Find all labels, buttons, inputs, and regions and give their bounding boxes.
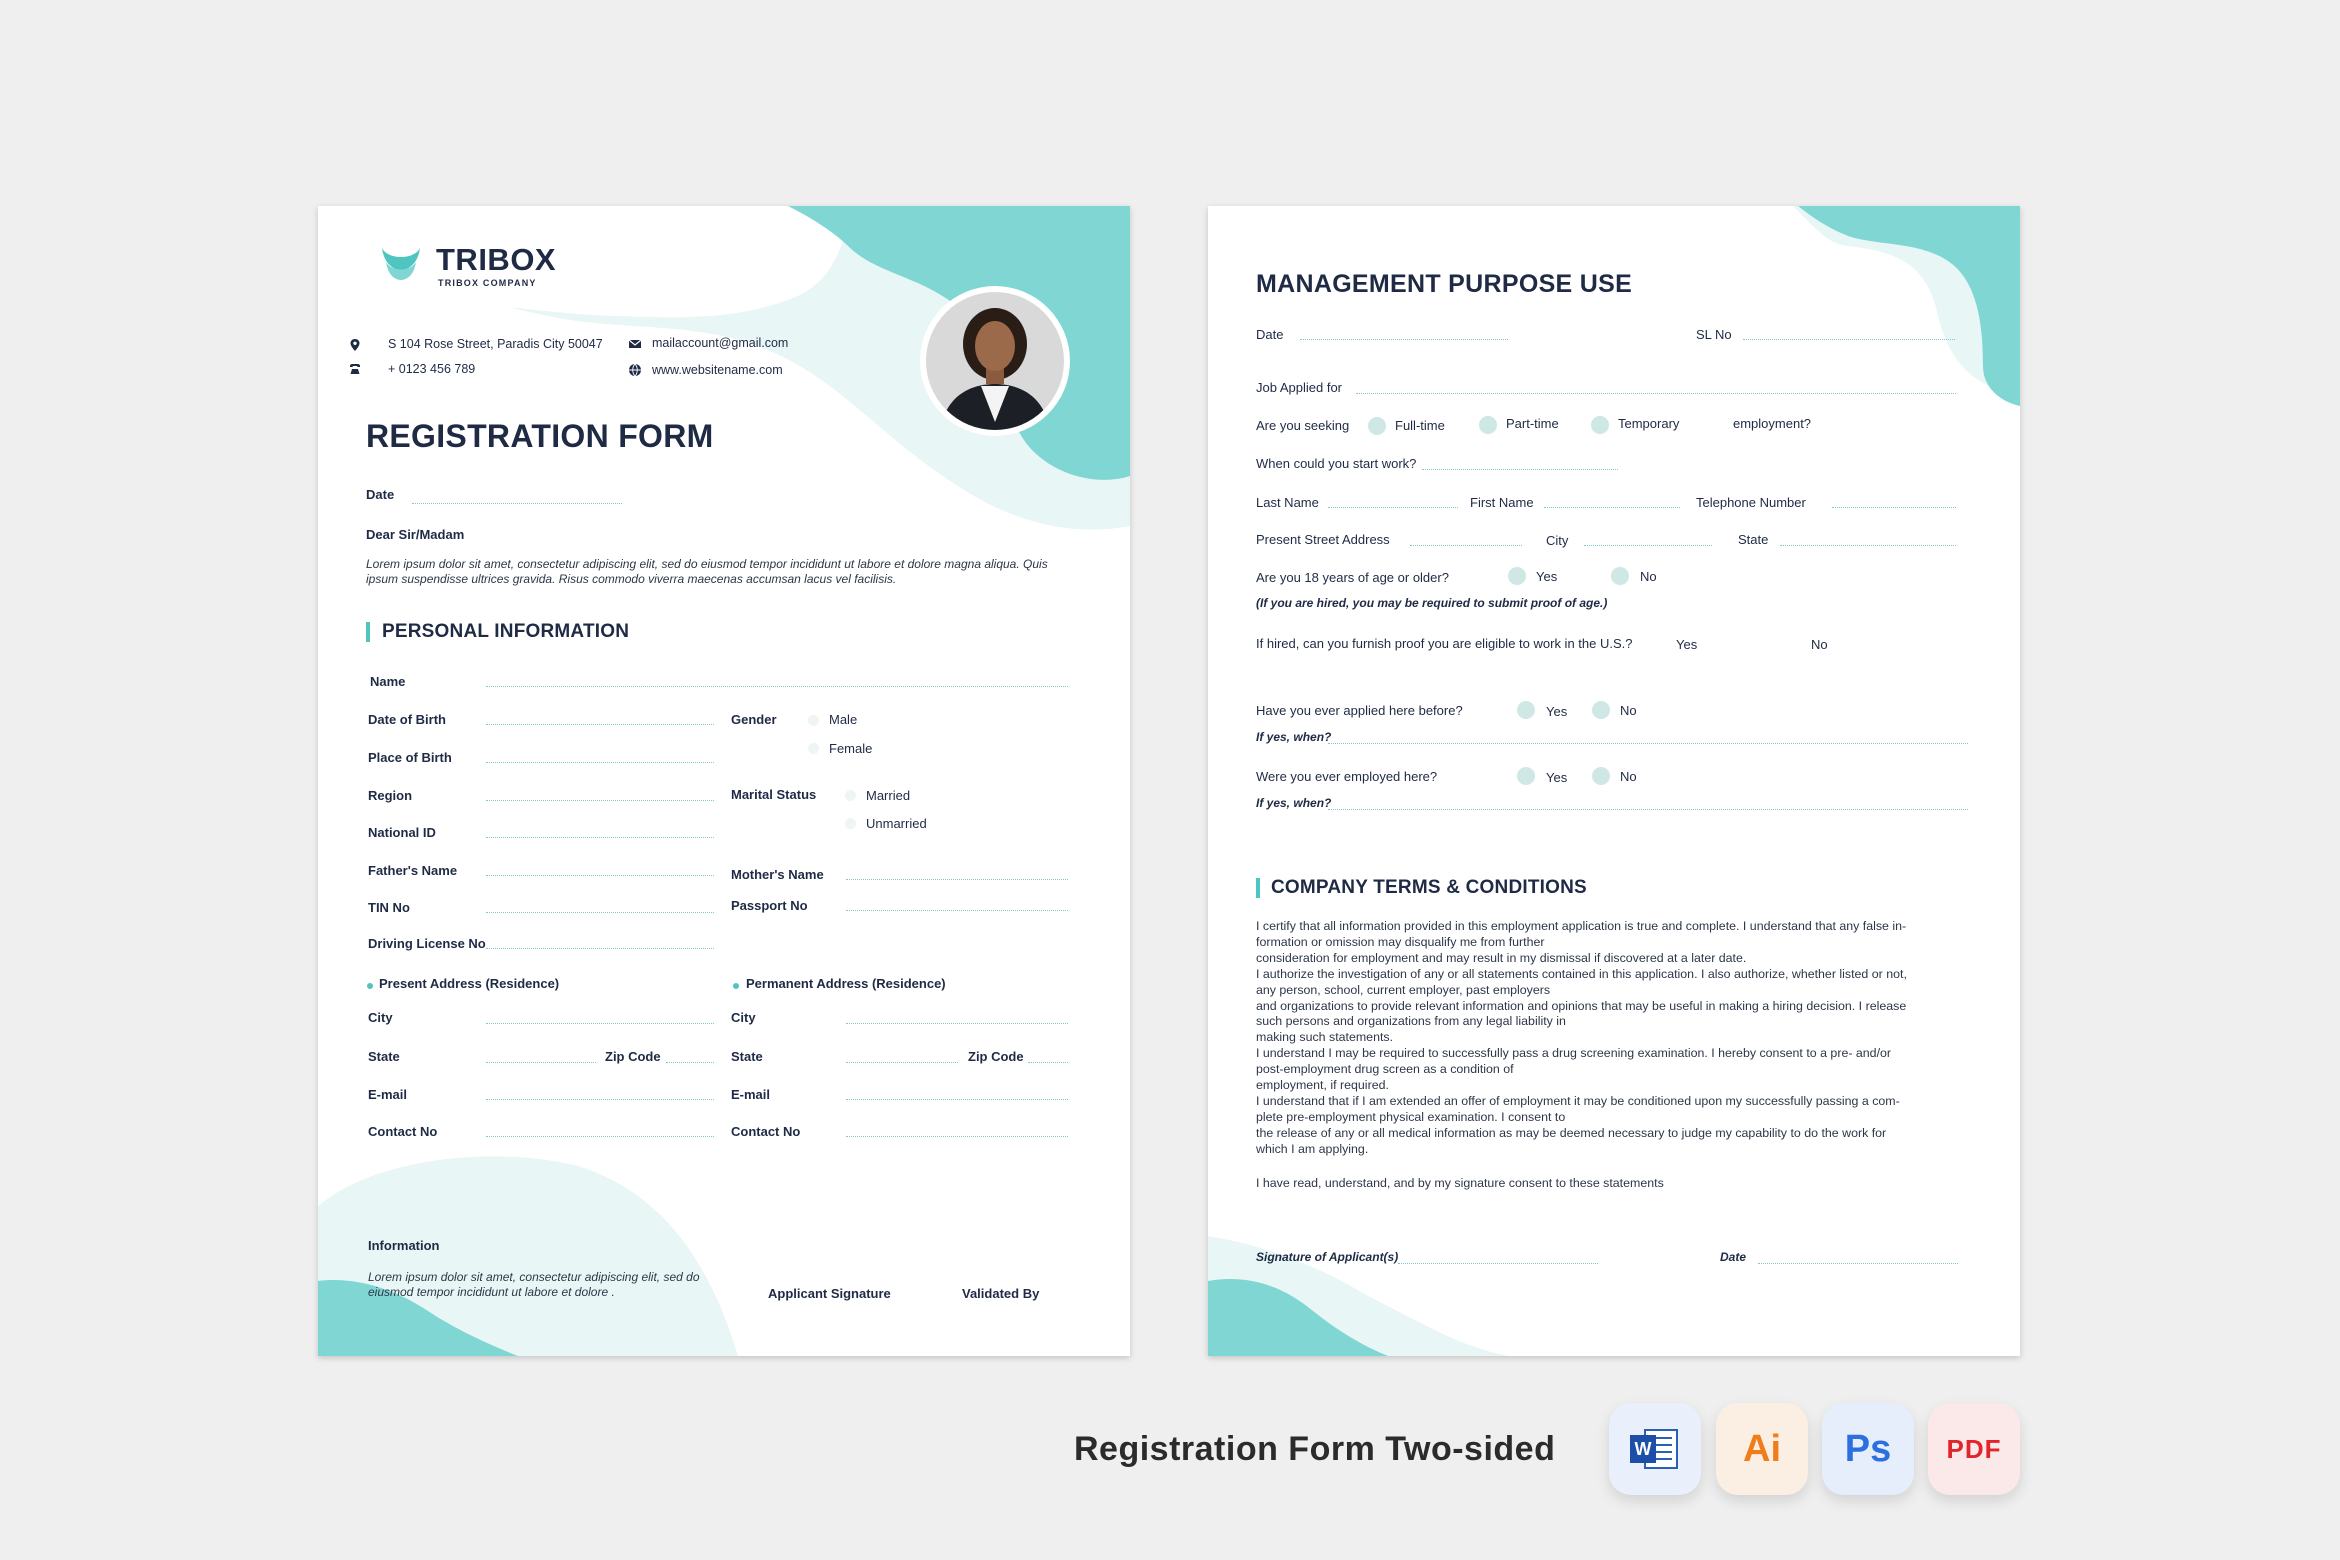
female-option: Female xyxy=(829,741,873,756)
first-name-field[interactable] xyxy=(1544,507,1680,508)
age-question: Are you 18 years of age or older? xyxy=(1256,570,1449,585)
license-field[interactable] xyxy=(486,948,714,949)
employed-when-field[interactable] xyxy=(1328,809,1968,810)
telephone-field[interactable] xyxy=(1832,507,1956,508)
permanent-state-label: State xyxy=(731,1049,763,1064)
signature-date-field[interactable] xyxy=(1758,1263,1958,1264)
bullet-dot xyxy=(367,983,373,989)
word-icon[interactable]: W xyxy=(1609,1403,1701,1495)
proof-question: If hired, can you furnish proof you are eligible to work in the U.S.? xyxy=(1256,636,1633,651)
signature-date-label: Date xyxy=(1720,1250,1747,1264)
mother-name-label: Mother's Name xyxy=(731,867,824,882)
tin-field[interactable] xyxy=(486,912,714,913)
start-work-label: When could you start work? xyxy=(1256,456,1417,471)
tribox-logo-icon xyxy=(378,242,424,282)
married-option: Married xyxy=(866,788,911,803)
part-time-radio[interactable] xyxy=(1479,416,1497,434)
job-applied-label: Job Applied for xyxy=(1256,380,1343,395)
region-label: Region xyxy=(368,788,413,803)
permanent-zip-label: Zip Code xyxy=(968,1049,1024,1064)
age-no-radio[interactable] xyxy=(1611,567,1629,585)
part-time-option: Part-time xyxy=(1506,416,1559,431)
temporary-radio[interactable] xyxy=(1591,416,1609,434)
employed-before-question: Were you ever employed here? xyxy=(1256,769,1438,784)
applied-yes-radio[interactable] xyxy=(1517,701,1535,719)
information-heading: Information xyxy=(368,1238,440,1253)
dob-field[interactable] xyxy=(486,724,714,725)
full-time-radio[interactable] xyxy=(1368,417,1386,435)
sl-no-label: SL No xyxy=(1696,327,1732,342)
present-email-field[interactable] xyxy=(486,1099,714,1100)
seeking-label: Are you seeking xyxy=(1256,418,1350,433)
website-text: www.websitename.com xyxy=(652,363,783,377)
applicant-photo xyxy=(926,292,1064,430)
information-text: Lorem ipsum dolor sit amet, consectetur adipiscing elit, sed do eiusmod tempor incididunt ut labore et dolore . xyxy=(368,1270,700,1299)
applied-yes-option: Yes xyxy=(1546,704,1568,719)
last-name-label: Last Name xyxy=(1256,495,1319,510)
applied-no-option: No xyxy=(1620,703,1637,718)
street-field[interactable] xyxy=(1410,545,1522,546)
city-field[interactable] xyxy=(1584,545,1712,546)
employed-yes-radio[interactable] xyxy=(1517,767,1535,785)
present-email-label: E-mail xyxy=(368,1087,408,1102)
age-yes-option: Yes xyxy=(1536,569,1558,584)
married-radio[interactable] xyxy=(845,790,856,801)
present-contact-field[interactable] xyxy=(486,1136,714,1137)
globe-icon xyxy=(628,363,642,377)
tin-label: TIN No xyxy=(368,900,410,915)
present-zip-label: Zip Code xyxy=(605,1049,661,1064)
applied-before-question: Have you ever applied here before? xyxy=(1256,703,1463,718)
registration-form-front-page xyxy=(318,206,1130,1356)
mother-name-field[interactable] xyxy=(846,879,1068,880)
female-radio[interactable] xyxy=(808,743,819,754)
job-applied-field[interactable] xyxy=(1356,393,1956,394)
dob-label: Date of Birth xyxy=(368,712,446,727)
validated-by-label: Validated By xyxy=(962,1286,1040,1301)
employed-yes-option: Yes xyxy=(1546,770,1568,785)
first-name-label: First Name xyxy=(1470,495,1534,510)
date-field[interactable] xyxy=(412,503,622,504)
permanent-address-heading: Permanent Address (Residence) xyxy=(746,976,946,991)
mail-icon xyxy=(628,337,642,351)
proof-no-option[interactable]: No xyxy=(1811,637,1828,652)
age-no-option: No xyxy=(1640,569,1657,584)
state-label: State xyxy=(1738,532,1769,547)
pdf-icon[interactable]: PDF xyxy=(1928,1403,2020,1495)
region-field[interactable] xyxy=(486,800,714,801)
proof-yes-option[interactable]: Yes xyxy=(1676,637,1698,652)
national-id-label: National ID xyxy=(368,825,436,840)
permanent-zip-field[interactable] xyxy=(1028,1062,1068,1063)
telephone-label: Telephone Number xyxy=(1696,495,1806,510)
section-accent xyxy=(1256,878,1260,898)
marital-status-label: Marital Status xyxy=(731,787,817,802)
personal-info-heading: PERSONAL INFORMATION xyxy=(382,621,630,642)
age-yes-radio[interactable] xyxy=(1508,567,1526,585)
email-text: mailaccount@gmail.com xyxy=(652,336,789,350)
permanent-city-field[interactable] xyxy=(846,1023,1068,1024)
temporary-option: Temporary xyxy=(1618,416,1680,431)
present-city-label: City xyxy=(368,1010,393,1025)
address-text: S 104 Rose Street, Paradis City 50047 xyxy=(388,337,603,351)
sl-no-field[interactable] xyxy=(1743,339,1955,340)
permanent-contact-field[interactable] xyxy=(846,1136,1068,1137)
date-label: Date xyxy=(366,487,395,502)
father-name-field[interactable] xyxy=(486,875,714,876)
phone-text: + 0123 456 789 xyxy=(388,362,476,376)
permanent-email-label: E-mail xyxy=(731,1087,771,1102)
location-pin-icon xyxy=(348,338,362,352)
age-note: (If you are hired, you may be required to submit proof of age.) xyxy=(1256,596,1608,610)
signature-field[interactable] xyxy=(1398,1263,1598,1264)
permanent-email-field[interactable] xyxy=(846,1099,1068,1100)
salutation: Dear Sir/Madam xyxy=(366,527,465,542)
date-field[interactable] xyxy=(1300,339,1508,340)
intro-text: Lorem ipsum dolor sit amet, consectetur adipiscing elit, sed do eiusmod tempor incididunt ut labore et dolore magna aliqua. Quis ipsum suspendisse ultrices gravida. Risus commodo viverra maecenas accumsan lacus vel facilisis. xyxy=(366,557,1048,586)
brand-tagline: TRIBOX COMPANY xyxy=(438,278,537,288)
phone-icon xyxy=(348,362,362,376)
street-label: Present Street Address xyxy=(1256,532,1390,547)
gender-label: Gender xyxy=(731,712,777,727)
present-address-heading: Present Address (Residence) xyxy=(379,976,560,991)
caption: Registration Form Two-sided xyxy=(1074,1430,1556,1468)
last-name-field[interactable] xyxy=(1328,507,1458,508)
employed-if-yes-label: If yes, when? xyxy=(1256,796,1332,810)
present-state-field[interactable] xyxy=(486,1062,596,1063)
present-city-field[interactable] xyxy=(486,1023,714,1024)
applied-if-yes-label: If yes, when? xyxy=(1256,730,1332,744)
present-zip-field[interactable] xyxy=(666,1062,714,1063)
unmarried-option: Unmarried xyxy=(866,816,927,831)
pob-label: Place of Birth xyxy=(368,750,452,765)
brand-name: TRIBOX xyxy=(436,242,557,277)
consent-text: I have read, understand, and by my signature consent to these statements xyxy=(1256,1176,1664,1190)
national-id-field[interactable] xyxy=(486,837,714,838)
terms-text: I certify that all information provided in this employment application is true and complete. I understand that any false in- formation or omission may disqualify me from further consideration for employment and may result in my dismissal if discovered at a later date. I authorize the investigation of any or all statements contained in this application. I also authorize, whether listed or not, any person, school, current employer, past employers and organizations to provide relevant information and opinions that may be useful in making a hiring decision. I release such persons and organizations from any legal liability in making such statements. I understand I may be required to successfully pass a drug screening examination. I hereby consent to a pre- and/or post-employment drug screen as a condition of employment, if required. I understand that if I am extended an offer of employment it may be conditioned upon my successfully passing a com- plete pre-employment physical examination. I consent to the release of any or all medical information as may be deemed necessary to judge my capability to do the work for which I am applying. xyxy=(1256,919,1907,1156)
license-label: Driving License No xyxy=(368,936,486,951)
father-name-label: Father's Name xyxy=(368,863,458,878)
form-title: REGISTRATION FORM xyxy=(366,418,714,454)
unmarried-radio[interactable] xyxy=(845,818,856,829)
pob-field[interactable] xyxy=(486,762,714,763)
male-radio[interactable] xyxy=(808,715,819,726)
employed-no-option: No xyxy=(1620,769,1637,784)
signature-label: Signature of Applicant(s) xyxy=(1256,1250,1399,1264)
applied-when-field[interactable] xyxy=(1328,743,1968,744)
date-label: Date xyxy=(1256,327,1284,342)
bullet-dot xyxy=(733,983,739,989)
permanent-contact-label: Contact No xyxy=(731,1124,801,1139)
employed-no-radio[interactable] xyxy=(1592,767,1610,785)
section-accent xyxy=(366,622,370,642)
applied-no-radio[interactable] xyxy=(1592,701,1610,719)
terms-heading: COMPANY TERMS & CONDITIONS xyxy=(1271,877,1587,898)
applicant-signature-label: Applicant Signature xyxy=(768,1286,891,1301)
city-label: City xyxy=(1546,533,1569,548)
name-field[interactable] xyxy=(486,686,1068,687)
present-contact-label: Contact No xyxy=(368,1124,438,1139)
employment-text: employment? xyxy=(1733,416,1812,431)
illustrator-icon[interactable]: Ai xyxy=(1716,1403,1808,1495)
passport-label: Passport No xyxy=(731,898,808,913)
start-work-field[interactable] xyxy=(1422,469,1618,470)
photoshop-icon[interactable]: Ps xyxy=(1822,1403,1914,1495)
management-title: MANAGEMENT PURPOSE USE xyxy=(1256,270,1633,298)
state-field[interactable] xyxy=(1780,545,1956,546)
present-state-label: State xyxy=(368,1049,400,1064)
full-time-option: Full-time xyxy=(1395,418,1445,433)
registration-form-back-page xyxy=(1208,206,2020,1356)
name-label: Name xyxy=(370,674,406,689)
permanent-city-label: City xyxy=(731,1010,756,1025)
male-option: Male xyxy=(829,712,858,727)
permanent-state-field[interactable] xyxy=(846,1062,958,1063)
passport-field[interactable] xyxy=(846,910,1068,911)
